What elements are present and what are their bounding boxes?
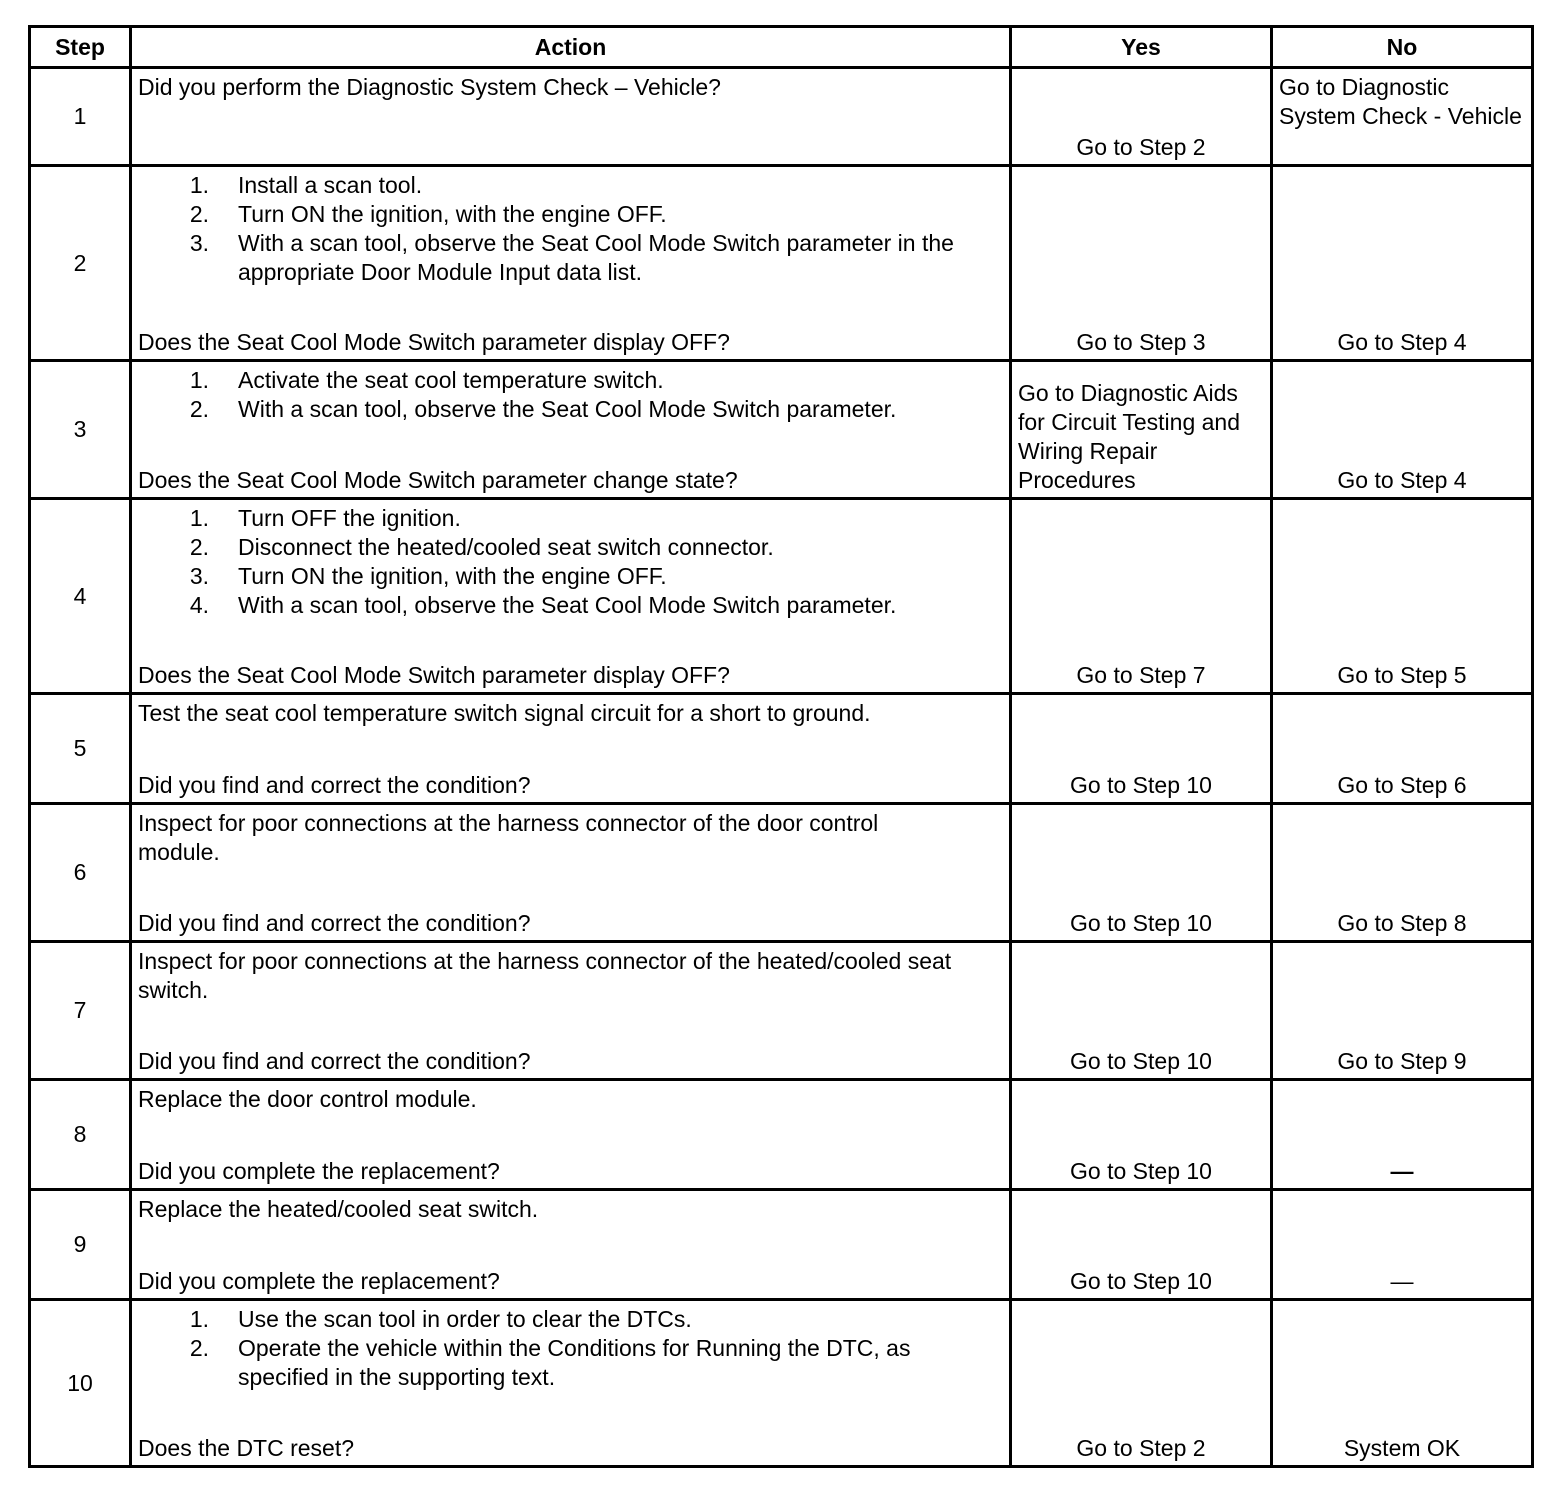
step-number: 2 <box>30 166 131 361</box>
action-question: Does the Seat Cool Mode Switch parameter display OFF? <box>138 329 730 355</box>
step-number: 8 <box>30 1080 131 1190</box>
list-item: 1. Use the scan tool in order to clear the DTCs. <box>189 1306 692 1332</box>
list-item: 3. Turn ON the ignition, with the engine OFF. <box>189 563 667 589</box>
action-list <box>138 366 1003 424</box>
action-question: Did you complete the replacement? <box>138 1158 500 1184</box>
step-number: 5 <box>30 694 131 804</box>
header-no: No <box>1272 27 1533 68</box>
no-cell: Go to Step 8 <box>1272 804 1533 942</box>
yes-cell: Go to Step 10 <box>1011 1080 1272 1190</box>
yes-cell: Go to Step 3 <box>1011 166 1272 361</box>
action-cell <box>131 166 1011 361</box>
action-text: Replace the heated/cooled seat switch. <box>138 1196 539 1222</box>
action-list <box>138 171 1003 287</box>
list-item: 1. Turn OFF the ignition. <box>189 505 461 531</box>
no-cell: Go to Step 6 <box>1272 694 1533 804</box>
no-cell: — <box>1272 1190 1533 1300</box>
action-text: Inspect for poor connections at the harness connector of the door control module. <box>138 810 879 865</box>
header-yes: Yes <box>1011 27 1272 68</box>
header-row <box>30 27 1533 68</box>
no-cell: Go to Step 4 <box>1272 166 1533 361</box>
action-cell <box>131 1300 1011 1467</box>
yes-cell: Go to Step 2 <box>1011 1300 1272 1467</box>
action-question: Did you find and correct the condition? <box>138 1048 531 1074</box>
table-row <box>30 1300 1533 1467</box>
yes-cell: Go to Step 7 <box>1011 499 1272 694</box>
step-number: 9 <box>30 1190 131 1300</box>
table-row <box>30 1080 1533 1190</box>
diagnostic-table <box>28 25 1534 1468</box>
list-item: 2. Disconnect the heated/cooled seat switch connector. <box>189 534 774 560</box>
table-row <box>30 804 1533 942</box>
step-number: 6 <box>30 804 131 942</box>
action-question: Does the DTC reset? <box>138 1435 355 1461</box>
action-cell <box>131 1080 1011 1190</box>
list-item: 2. Turn ON the ignition, with the engine OFF. <box>189 201 667 227</box>
action-text: Did you perform the Diagnostic System Check – Vehicle? <box>138 74 721 100</box>
no-cell: System OK <box>1272 1300 1533 1467</box>
action-cell <box>131 942 1011 1080</box>
no-cell: Go to Step 4 <box>1272 361 1533 499</box>
action-question: Did you find and correct the condition? <box>138 910 531 936</box>
action-cell <box>131 68 1011 166</box>
action-question: Did you find and correct the condition? <box>138 772 531 798</box>
action-cell <box>131 361 1011 499</box>
header-step: Step <box>30 27 131 68</box>
table-row <box>30 68 1533 166</box>
step-number: 1 <box>30 68 131 166</box>
no-cell: Go to Step 9 <box>1272 942 1533 1080</box>
yes-cell: Go to Step 2 <box>1011 68 1272 166</box>
no-cell: Go to Diagnostic System Check - Vehicle <box>1272 68 1533 166</box>
step-number: 10 <box>30 1300 131 1467</box>
yes-cell: Go to Diagnostic Aids for Circuit Testing and Wiring Repair Procedures <box>1011 361 1272 499</box>
list-item: 1. Install a scan tool. <box>189 172 423 198</box>
table-row <box>30 1190 1533 1300</box>
table-row <box>30 942 1533 1080</box>
list-item: 3. With a scan tool, observe the Seat Cool Mode Switch parameter in the appropriate Door Module Input data list. <box>189 230 954 285</box>
list-item: 2. Operate the vehicle within the Conditions for Running the DTC, as specified in the supporting text. <box>189 1335 911 1390</box>
step-number: 4 <box>30 499 131 694</box>
yes-cell: Go to Step 10 <box>1011 942 1272 1080</box>
action-cell <box>131 804 1011 942</box>
table-row <box>30 361 1533 499</box>
action-question: Did you complete the replacement? <box>138 1268 500 1294</box>
step-number: 7 <box>30 942 131 1080</box>
action-text: Inspect for poor connections at the harness connector of the heated/cooled seat switch. <box>138 948 952 1003</box>
action-question: Does the Seat Cool Mode Switch parameter display OFF? <box>138 662 730 688</box>
action-question: Does the Seat Cool Mode Switch parameter change state? <box>138 467 738 493</box>
step-number: 3 <box>30 361 131 499</box>
yes-cell: Go to Step 10 <box>1011 1190 1272 1300</box>
no-cell: Go to Step 5 <box>1272 499 1533 694</box>
table-row <box>30 499 1533 694</box>
action-cell <box>131 694 1011 804</box>
yes-cell: Go to Step 10 <box>1011 694 1272 804</box>
table-row <box>30 166 1533 361</box>
action-cell <box>131 1190 1011 1300</box>
list-item: 1. Activate the seat cool temperature switch. <box>189 367 664 393</box>
header-action: Action <box>131 27 1011 68</box>
action-text: Replace the door control module. <box>138 1086 477 1112</box>
action-text: Test the seat cool temperature switch signal circuit for a short to ground. <box>138 700 871 726</box>
list-item: 2. With a scan tool, observe the Seat Cool Mode Switch parameter. <box>189 396 897 422</box>
yes-cell: Go to Step 10 <box>1011 804 1272 942</box>
action-list <box>138 504 1003 620</box>
table-row <box>30 694 1533 804</box>
action-cell <box>131 499 1011 694</box>
no-cell: — <box>1272 1080 1533 1190</box>
list-item: 4. With a scan tool, observe the Seat Cool Mode Switch parameter. <box>189 592 897 618</box>
action-list <box>138 1305 1003 1392</box>
